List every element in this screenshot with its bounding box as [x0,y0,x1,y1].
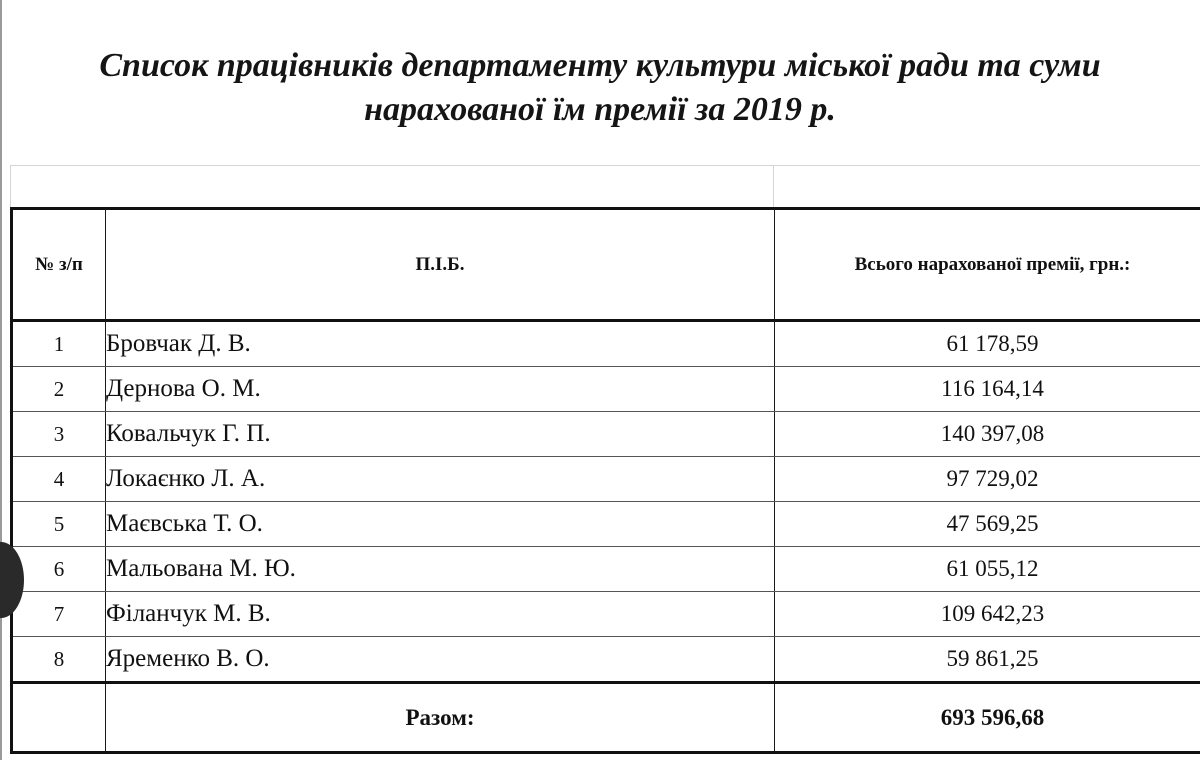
title-line-1: Список працівників департаменту культури міської ради та суми [99,47,1101,84]
total-label: Разом: [106,683,775,753]
header-bonus-total: Всього нарахованої премії, грн.: [775,209,1200,321]
employee-name: Філанчук М. В. [106,592,775,637]
table-row [12,637,1200,683]
bonus-amount: 109 642,23 [775,592,1200,637]
row-number: 3 [12,412,106,457]
title-line-2: нарахованої їм премії за 2019 р. [364,91,836,128]
bonus-amount: 59 861,25 [775,637,1200,683]
row-number: 1 [12,321,106,367]
employee-name: Яременко В. О. [106,637,775,683]
header-full-name: П.І.Б. [106,209,775,321]
document-title [20,44,1180,132]
row-number: 2 [12,367,106,412]
grid-line [10,165,1200,166]
employee-name: Дернова О. М. [106,367,775,412]
employee-name: Бровчак Д. В. [106,321,775,367]
table-row [12,367,1200,412]
row-number: 7 [12,592,106,637]
table-row [12,592,1200,637]
employee-name: Ковальчук Г. П. [106,412,775,457]
table-row [12,502,1200,547]
employee-name: Мальована М. Ю. [106,547,775,592]
bonus-amount: 116 164,14 [775,367,1200,412]
table-row [12,547,1200,592]
total-amount: 693 596,68 [775,683,1200,753]
bonus-amount: 47 569,25 [775,502,1200,547]
row-number: 4 [12,457,106,502]
page-left-edge [0,0,2,760]
bonus-amount: 61 178,59 [775,321,1200,367]
employee-name: Локаєнко Л. А. [106,457,775,502]
bonus-table [10,207,1200,754]
row-number: 6 [12,547,106,592]
grid-line [10,165,11,210]
bonus-amount: 61 055,12 [775,547,1200,592]
row-number: 5 [12,502,106,547]
employee-name: Маєвська Т. О. [106,502,775,547]
bonus-amount: 97 729,02 [775,457,1200,502]
table-header-row [12,209,1200,321]
table-row [12,412,1200,457]
bonus-amount: 140 397,08 [775,412,1200,457]
table-row [12,457,1200,502]
table-row [12,321,1200,367]
table-total-row [12,683,1200,753]
header-number: № з/п [12,209,106,321]
total-empty-cell [12,683,106,753]
row-number: 8 [12,637,106,683]
grid-line [773,165,774,210]
